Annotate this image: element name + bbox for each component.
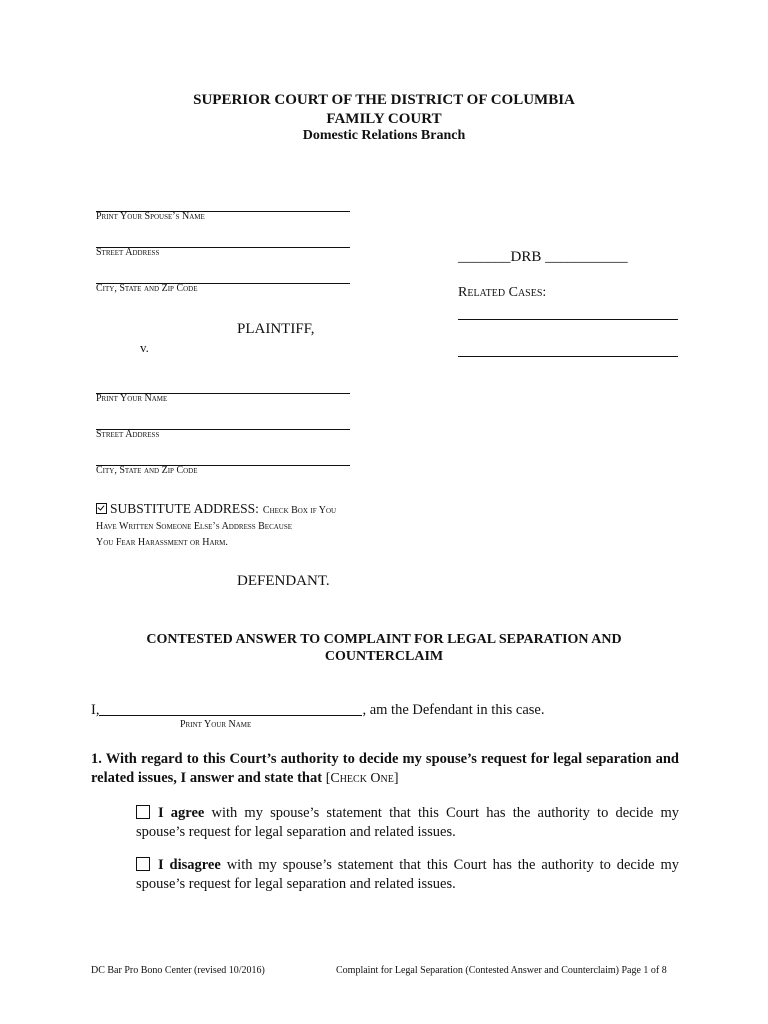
question-1-text: 1. With regard to this Court’s authority to decide my spouse’s request for legal separation and related issues, I answer and state that [91,751,679,786]
spouse-street-label: Street Address [96,247,160,258]
substitute-address-checkbox[interactable] [96,503,107,514]
option-agree [136,804,679,842]
versus-label: v. [140,340,149,355]
footer-left: DC Bar Pro Bono Center (revised 10/2016) [91,965,265,976]
option-agree-text: with my spouse’s statement that this Court has the authority to decide my spouse’s request for legal separation and related issues. [136,805,679,840]
substitute-address-note-1: Check Box if You [262,505,337,516]
option-disagree [136,856,679,894]
statement-name-caption: Print Your Name [180,719,252,730]
substitute-address-block [96,502,356,550]
statement-prefix: I, [91,702,100,718]
footer-right: Complaint for Legal Separation (Contested Answer and Counterclaim) Page 1 of 8 [336,965,667,976]
option-agree-label: I agree [158,805,205,821]
question-1-instruction: [Check One] [325,771,399,786]
court-division: FAMILY COURT [326,111,442,127]
court-branch: Domestic Relations Branch [302,128,466,143]
question-1 [91,750,679,788]
related-case-line-1[interactable] [458,319,678,320]
substitute-address-note-2: Have Written Someone Else’s Address Because [96,521,293,532]
defendant-city-label: City, State and Zip Code [96,465,198,476]
statement-name-line[interactable] [99,703,362,716]
substitute-address-note-3: You Fear Harassment or Harm. [96,537,228,548]
related-cases-label: Related Cases: [458,285,547,300]
substitute-address-title: SUBSTITUTE ADDRESS: [110,501,259,516]
disagree-checkbox[interactable] [136,857,150,871]
agree-checkbox[interactable] [136,805,150,819]
defendant-name-label: Print Your Name [96,393,168,404]
spouse-city-label: City, State and Zip Code [96,283,198,294]
option-disagree-text: with my spouse’s statement that this Court has the authority to decide my spouse’s request for legal separation and related issues. [136,857,679,892]
related-case-line-2[interactable] [458,356,678,357]
option-disagree-label: I disagree [158,857,221,873]
drb-case-number: _______DRB ___________ [458,249,628,265]
document-title-line-2: COUNTERCLAIM [324,649,444,664]
defendant-role: DEFENDANT. [237,573,330,589]
spouse-name-label: Print Your Spouse’s Name [96,211,205,222]
defendant-street-label: Street Address [96,429,160,440]
defendant-statement [91,702,544,719]
plaintiff-role: PLAINTIFF, [237,321,315,337]
statement-suffix: , am the Defendant in this case. [362,702,545,718]
document-title-line-1: CONTESTED ANSWER TO COMPLAINT FOR LEGAL SEPARATION AND [146,632,622,647]
court-name: SUPERIOR COURT OF THE DISTRICT OF COLUMBIA [193,92,575,108]
